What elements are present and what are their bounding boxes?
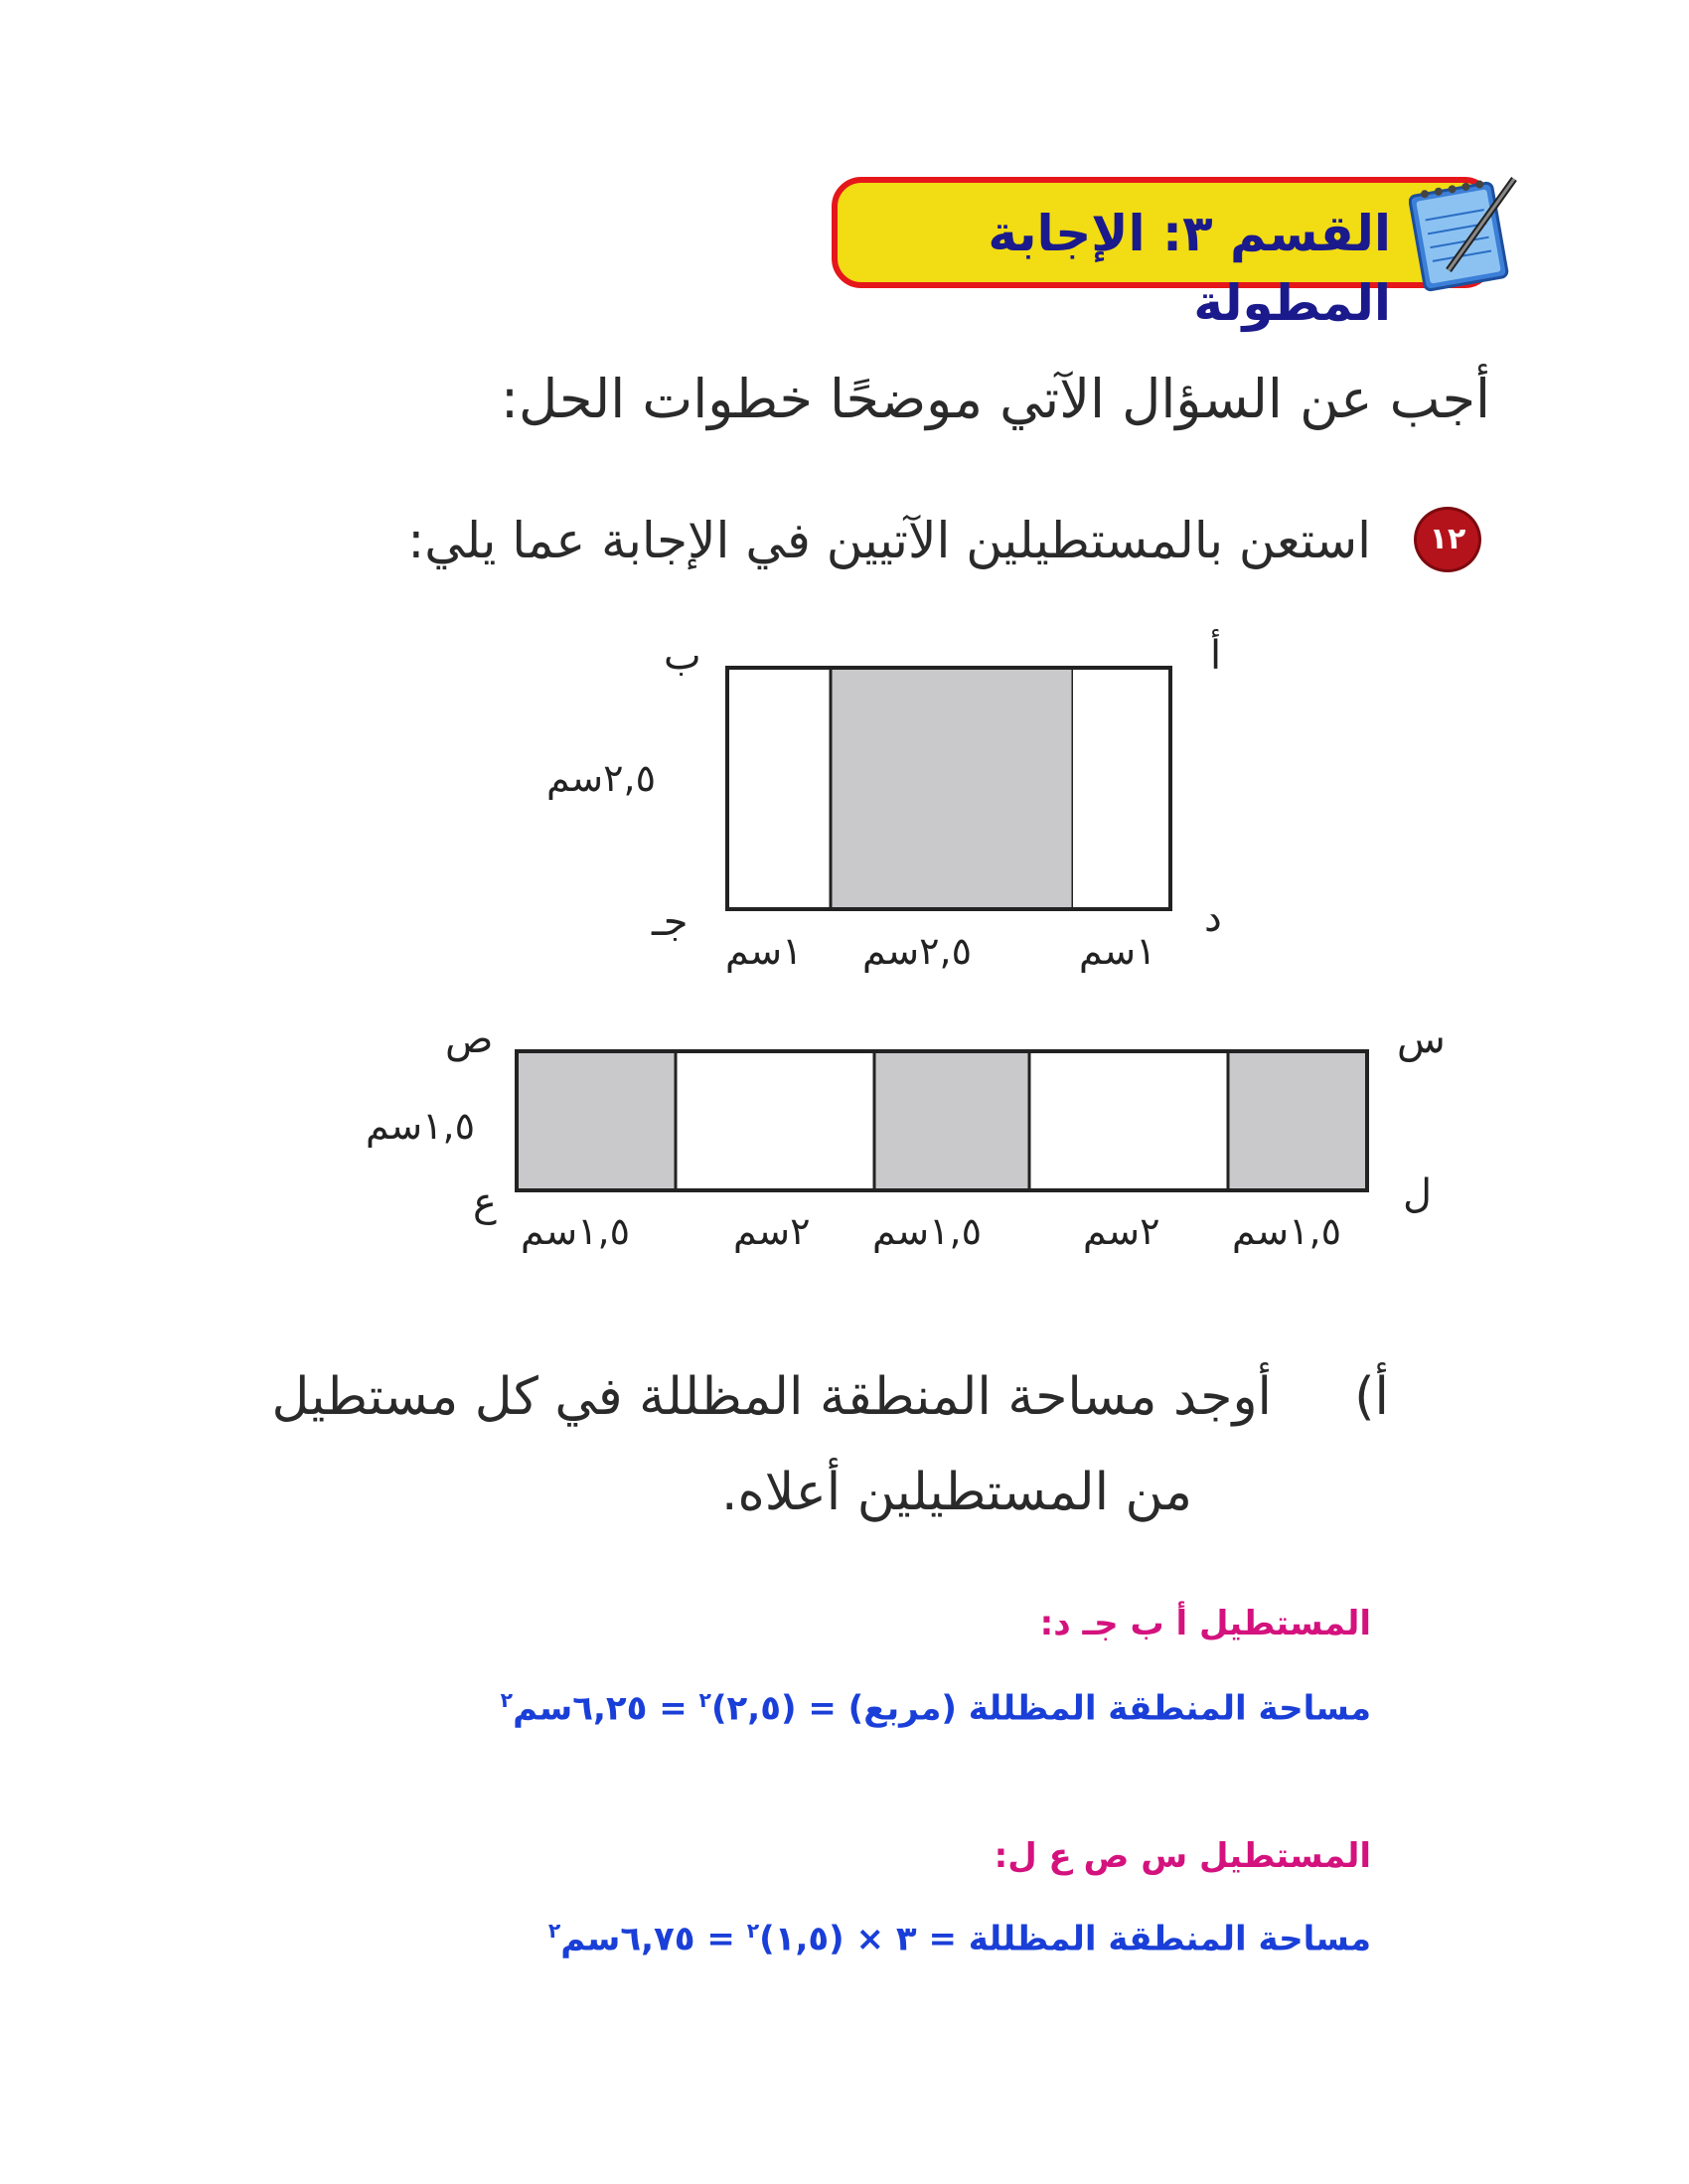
rect2-segment-4 <box>1029 1051 1228 1190</box>
rect2-segment-3 <box>874 1051 1029 1190</box>
rect2-vertex-sin: س <box>1397 1016 1446 1062</box>
rect1-segment-right <box>1073 668 1170 909</box>
rect1-vertex-alef: أ <box>1210 633 1222 679</box>
question-text: استعن بالمستطيلين الآتيين في الإجابة عما يلي: <box>407 512 1371 569</box>
rect2-dim-3: ١,٥سم <box>872 1209 983 1253</box>
rect1-dim-right: ١سم <box>1079 929 1156 973</box>
rect2-dim-2: ٢سم <box>733 1209 811 1253</box>
rectangle-1-diagram <box>715 656 1182 919</box>
rect2-dim-4: ٢سم <box>1083 1209 1160 1253</box>
rect2-dim-1: ١,٥سم <box>521 1209 631 1253</box>
answer-rect1-result: = ٦,٢٥سم <box>513 1688 699 1729</box>
answer-rect1-power: ٢ <box>698 1688 711 1712</box>
part-a-question <box>79 1349 1272 1540</box>
rect1-segment-shaded <box>831 668 1073 909</box>
answer-rect2-formula <box>179 1906 1371 1963</box>
notepad-pen-icon <box>1409 171 1526 292</box>
answer-rect2-unit-power: ٢ <box>547 1919 561 1943</box>
rect2-segment-2 <box>676 1051 874 1190</box>
rect1-height-label: ٢,٥سم <box>546 756 657 800</box>
answer-rect1-unit-power: ٢ <box>500 1688 514 1712</box>
answer-rect1-formula-text: مساحة المنطقة المظللة (مربع) = (٢,٥) <box>710 1688 1371 1729</box>
rectangle-2-diagram <box>505 1039 1379 1201</box>
rect2-vertex-ayn: ع <box>473 1179 497 1225</box>
rect2-vertex-sad: ص <box>445 1016 494 1062</box>
rect1-vertex-ba: ب <box>664 633 701 679</box>
rect2-dim-5: ١,٥سم <box>1232 1209 1342 1253</box>
rect1-dim-left: ١سم <box>725 929 803 973</box>
answer-rect1-heading: المستطيل أ ب جـ د: <box>1039 1604 1371 1643</box>
part-a-line-2: من المستطيلين أعلاه. <box>720 1463 1192 1522</box>
answer-rect2-heading: المستطيل س ص ع ل: <box>994 1836 1371 1876</box>
answer-rect2-power: ٢ <box>746 1919 760 1943</box>
rect1-vertex-dal: د <box>1204 895 1222 941</box>
rect1-dim-middle: ٢,٥سم <box>862 929 973 973</box>
rect2-segment-5 <box>1228 1051 1367 1190</box>
answer-rect2-formula-text: مساحة المنطقة المظللة = ٣ × (١,٥) <box>759 1919 1371 1959</box>
rect1-segment-left <box>727 668 831 909</box>
section-title: القسم ٣: الإجابة المطولة <box>988 205 1391 332</box>
question-number-badge: ١٢ <box>1414 507 1481 572</box>
instruction-heading: أجب عن السؤال الآتي موضحًا خطوات الحل: <box>500 368 1490 430</box>
part-a-line-1: أوجد مساحة المنطقة المظللة في كل مستطيل <box>271 1367 1272 1427</box>
part-a-marker: أ) <box>1354 1367 1389 1427</box>
answer-rect1-formula <box>179 1675 1371 1733</box>
rect2-height-label: ١,٥سم <box>366 1104 476 1148</box>
rect2-vertex-lam: ل <box>1403 1171 1433 1217</box>
rect1-vertex-jim: جـ <box>652 899 689 945</box>
answer-rect2-result: = ٦,٧٥سم <box>560 1919 747 1959</box>
rect2-segment-1 <box>517 1051 676 1190</box>
